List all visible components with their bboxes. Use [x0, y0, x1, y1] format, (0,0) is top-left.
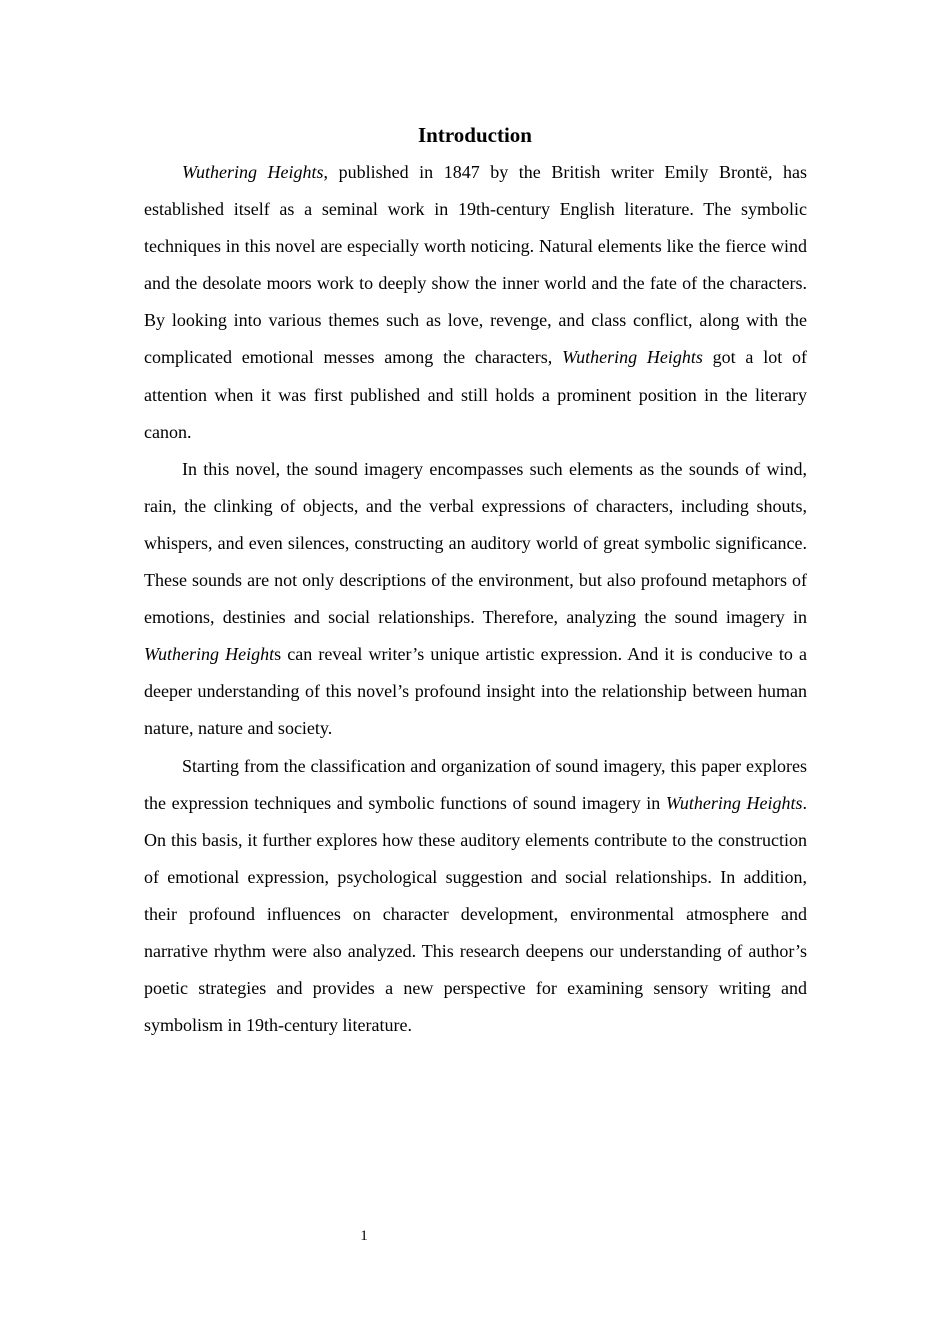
page-number: 1 — [360, 1228, 368, 1244]
italic-title: Wuthering Heights — [562, 347, 703, 368]
italic-title: Wuthering Height — [144, 644, 275, 665]
paragraph-text: got a lot of attention when it was first published and still holds a prominent position in the literary canon. — [144, 347, 807, 442]
paragraph-text: In this novel, the sound imagery encompasses such elements as the sounds of wind, rain, the clinking of objects, and the verbal expressions of characters, including shouts, whispers, and even silences, constructing an auditory world of great symbolic significance. These sounds are not only descriptions of the environment, but also profound metaphors of emotions, destinies and social relationships. Therefore, analyzing the sound imagery in — [144, 458, 807, 628]
paragraph-text: . On this basis, it further explores how these auditory elements contribute to the construction of emotional expression, psychological suggestion and social relationships. In addition, their profound influences on character development, environmental atmosphere and narrative rhythm were also analyzed. This research deepens our understanding of author’s poetic strategies and provides a new perspective for examining sensory writing and symbolism in 19th-century literature. — [144, 792, 807, 1036]
italic-title: Wuthering Heights — [182, 162, 324, 182]
paragraph-text: , published in 1847 by the British writer Emily Brontë, has established itself as a seminal work in 19th-century English literature. The symbolic techniques in this novel are especially worth noticing. Natural elements like the fierce wind and the desolate moors work to deeply show the inner world and the fate of the characters. By looking into various themes such as love, revenge, and class conflict, along with the complicated emotional messes among the characters, — [144, 162, 807, 368]
paragraph — [144, 748, 807, 1045]
paragraph-text: Starting from the classification and organization of sound imagery, this paper explores the expression techniques and symbolic functions of sound imagery in — [144, 755, 807, 813]
paragraph — [144, 451, 807, 748]
paragraph-text: s can reveal writer’s unique artistic expression. And it is conducive to a deeper understanding of this novel’s profound insight into the relationship between human nature, nature and society. — [144, 644, 807, 739]
paragraph — [144, 154, 807, 451]
italic-title: Wuthering Heights — [665, 792, 803, 813]
body-text — [144, 154, 807, 1044]
section-heading: Introduction — [418, 123, 532, 147]
